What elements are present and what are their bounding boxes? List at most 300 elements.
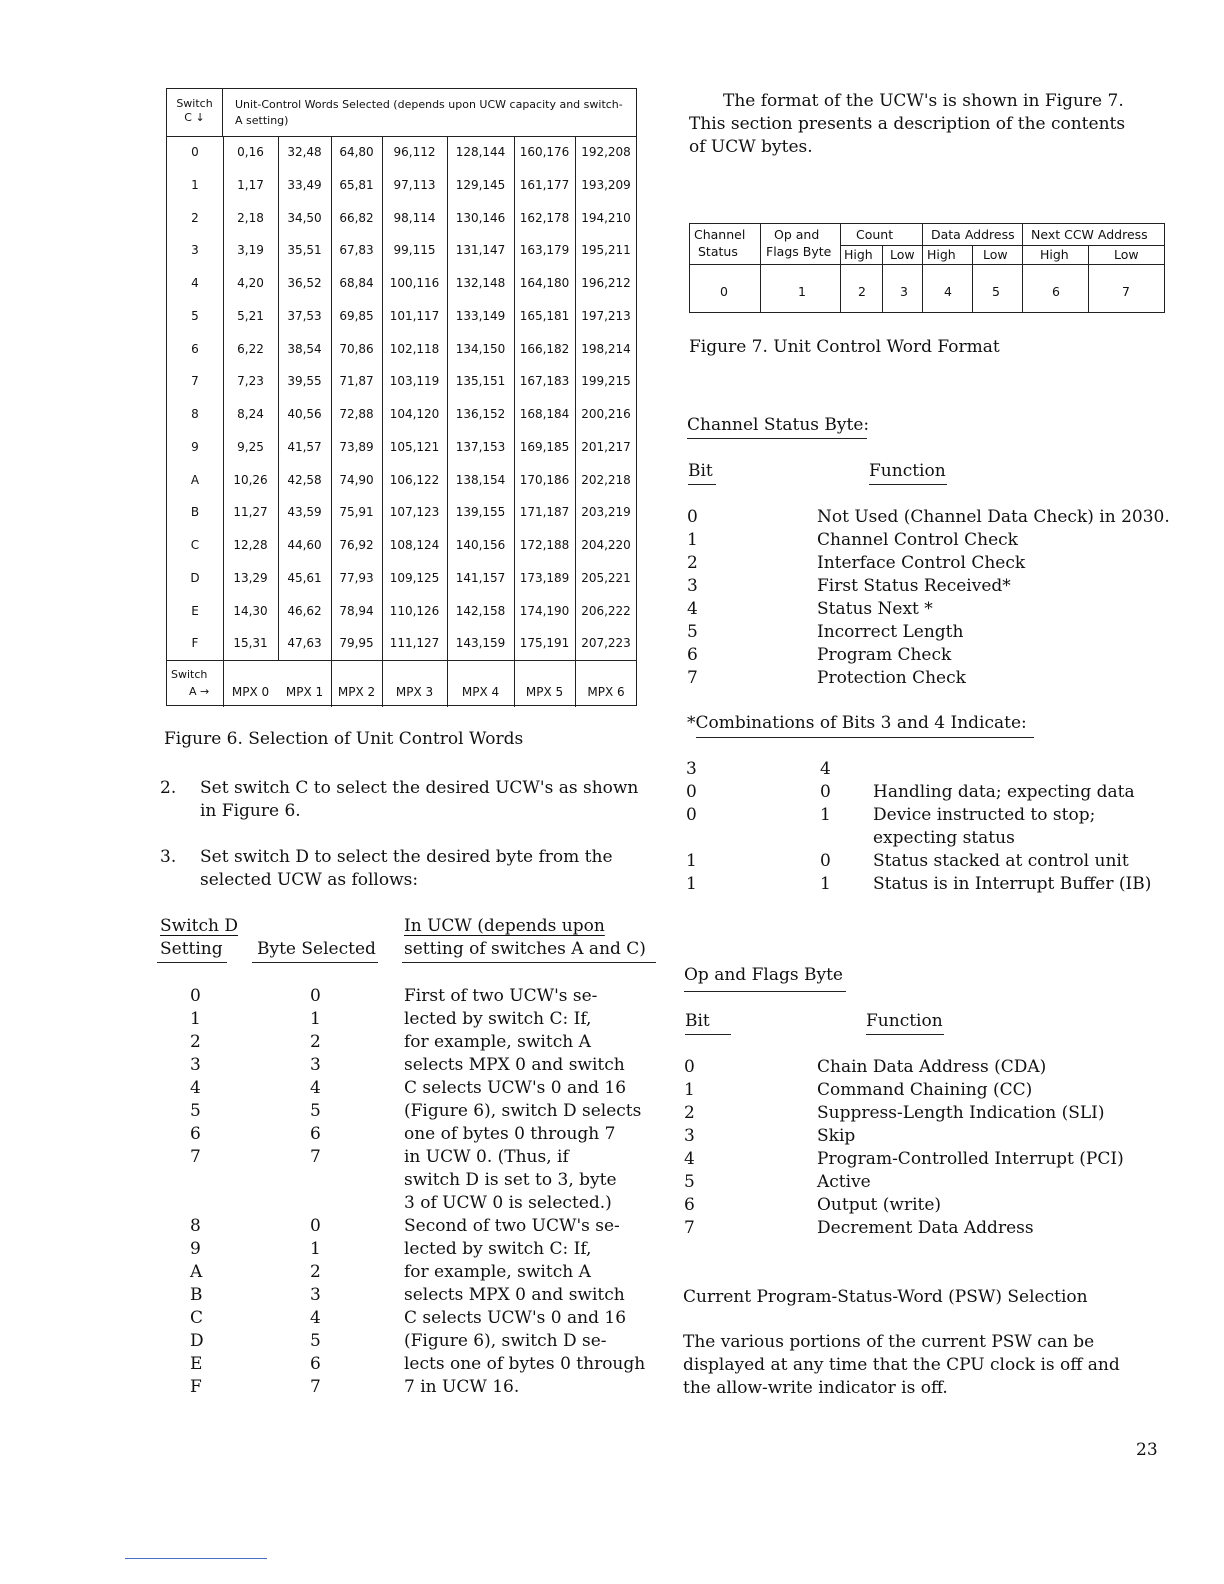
switch-c-value: 0 (191, 145, 199, 159)
ucw-pair-cell: 72,88 (339, 407, 374, 421)
opf-bit: 4 (684, 1149, 695, 1169)
in-ucw-header-line-1: In UCW (depends upon (404, 916, 605, 936)
switch-d-setting: E (190, 1354, 203, 1374)
data-low-label: Low (983, 247, 1008, 262)
ucw-pair-cell: 172,188 (519, 538, 570, 552)
ucw-pair-cell: 70,86 (339, 341, 374, 356)
switch-c-value: A (190, 472, 200, 487)
ucw-pair-cell: 109,125 (389, 570, 440, 585)
ucw-pair-cell: 97,113 (393, 177, 436, 192)
ucw-pair-cell: 12,28 (233, 538, 268, 552)
ucw-pair-cell: 66,82 (339, 210, 374, 225)
ucw-pair-cell: 174,190 (519, 603, 570, 618)
byte-selected-value: 5 (310, 1101, 321, 1121)
ucw-pair-cell: 40,56 (287, 407, 322, 421)
ucw-pair-cell: 101,117 (389, 308, 440, 323)
ucw-pair-cell: 13,29 (233, 570, 268, 585)
ucw-pair-cell: 161,177 (519, 177, 570, 192)
ucw-pair-cell: 192,208 (581, 145, 631, 159)
mpx-label: MPX 2 (337, 685, 376, 699)
opf-bit: 0 (684, 1057, 695, 1077)
ucw-description-line: one of bytes 0 through 7 (404, 1124, 616, 1144)
table-row (167, 136, 636, 169)
switch-c-value: C (190, 538, 200, 552)
byte-selected-header: Byte Selected (257, 939, 376, 959)
combo-meaning: Status is in Interrupt Buffer (IB) (873, 874, 1152, 894)
opf-bit: 1 (684, 1080, 695, 1100)
opf-function: Program-Controlled Interrupt (PCI) (817, 1149, 1124, 1169)
ucw-pair-cell: 37,53 (287, 308, 322, 323)
combo-bit3: 0 (686, 782, 697, 802)
byte-selected-value: 4 (310, 1078, 321, 1098)
ucw-pair-cell: 110,126 (389, 603, 440, 618)
combo-bit3: 1 (686, 851, 697, 871)
switch-d-header-line-1: Switch D (160, 916, 238, 936)
csb-bit: 5 (687, 622, 698, 642)
switch-d-setting: F (190, 1377, 202, 1397)
ucw-pair-cell: 141,157 (455, 570, 506, 585)
next-ccw-header: Next CCW Address (1031, 227, 1148, 242)
op-flags-title: Op and Flags Byte (684, 965, 843, 985)
step-2-number: 2. (160, 778, 177, 798)
mpx-label: MPX 0 (231, 685, 270, 699)
mpx-label: MPX 4 (461, 685, 500, 699)
op-flags-header-1: Op and (774, 227, 820, 242)
ucw-pair-cell: 74,90 (339, 472, 374, 487)
ucw-pair-cell: 46,62 (287, 603, 322, 618)
opf-function-header: Function (866, 1011, 943, 1031)
switch-c-label: Switch (176, 97, 213, 110)
byte-7: 7 (1122, 284, 1130, 299)
ucw-pair-cell: 69,85 (339, 308, 374, 323)
switch-c-value: 6 (191, 341, 199, 356)
ucw-description-line: C selects UCW's 0 and 16 (404, 1078, 627, 1098)
switch-c-value: D (190, 570, 200, 585)
ucw-pair-cell: 0,16 (237, 145, 264, 159)
ucw-pair-cell: 160,176 (519, 145, 570, 159)
ucw-pair-cell: 198,214 (581, 341, 631, 356)
ucw-pair-cell: 143,159 (455, 636, 506, 651)
switch-d-setting: 8 (190, 1216, 201, 1236)
ucw-pair-cell: 136,152 (455, 407, 506, 421)
ucw-pair-cell: 64,80 (339, 145, 374, 159)
ucw-header: Unit-Control Words Selected (depends upon UCW capacity and switch-A setting) (235, 98, 623, 127)
switch-c-value: E (191, 603, 199, 618)
ucw-pair-cell: 43,59 (287, 505, 322, 520)
ucw-pair-cell: 100,116 (389, 276, 440, 290)
switch-d-setting: 4 (190, 1078, 201, 1098)
ucw-pair-cell: 103,119 (389, 374, 440, 389)
table-row (167, 365, 636, 398)
mpx-label: MPX 6 (587, 685, 625, 699)
combo-bit4: 0 (820, 851, 831, 871)
opf-bit: 2 (684, 1103, 695, 1123)
switch-c-value: 5 (191, 308, 199, 323)
ucw-pair-cell: 15,31 (233, 636, 268, 651)
switch-c-value: 3 (191, 243, 199, 258)
byte-2: 2 (858, 284, 866, 299)
byte-selected-value: 1 (310, 1009, 321, 1029)
switch-d-header-line-2: Setting (160, 939, 223, 959)
table-row (167, 169, 636, 202)
ucw-pair-cell: 32,48 (287, 145, 322, 159)
ucw-pair-cell: 130,146 (455, 210, 506, 225)
switch-c-header (167, 89, 223, 136)
byte-selected-value: 0 (310, 986, 321, 1006)
ucw-pair-cell: 99,115 (393, 243, 436, 258)
byte-selected-value: 6 (310, 1124, 321, 1144)
ucw-pair-cell: 79,95 (339, 636, 374, 651)
ucw-pair-cell: 171,187 (519, 505, 570, 520)
switch-d-setting: C (190, 1308, 204, 1328)
mpx-label: MPX 1 (285, 685, 324, 699)
ucw-pair-cell: 140,156 (455, 538, 506, 552)
ucw-pair-cell: 165,181 (519, 308, 570, 323)
ucw-pair-cell: 170,186 (519, 472, 570, 487)
mpx-label: MPX 5 (525, 685, 564, 699)
ucw-pair-cell: 193,209 (581, 177, 631, 192)
byte-selected-value: 3 (310, 1285, 321, 1305)
byte-3: 3 (900, 284, 908, 299)
switch-d-setting: 1 (190, 1009, 201, 1029)
ucw-pair-cell: 47,63 (287, 636, 322, 651)
ucw-pair-cell: 163,179 (519, 243, 570, 258)
ucw-pair-cell: 104,120 (389, 407, 440, 421)
byte-1: 1 (798, 284, 806, 299)
figure-6-table (166, 88, 637, 706)
ucw-pair-cell: 139,155 (455, 505, 506, 520)
combo-bit3: 1 (686, 874, 697, 894)
data-address-header: Data Address (931, 227, 1015, 242)
opf-function: Chain Data Address (CDA) (817, 1057, 1047, 1077)
ucw-pair-cell: 105,121 (389, 439, 440, 454)
ucw-pair-cell: 75,91 (339, 505, 374, 520)
ucw-pair-cell: 77,93 (339, 570, 374, 585)
ucw-pair-cell: 194,210 (581, 210, 631, 225)
step-3-line-2: selected UCW as follows: (200, 870, 419, 890)
byte-selected-value: 2 (310, 1262, 321, 1282)
ucw-pair-cell: 11,27 (233, 505, 268, 520)
csb-bit: 4 (687, 599, 698, 619)
combo-bit4: 1 (820, 874, 831, 894)
combo-header-bit3: 3 (686, 759, 697, 779)
ucw-pair-cell: 42,58 (287, 472, 322, 487)
count-low-label: Low (890, 247, 915, 262)
page-number: 23 (1136, 1440, 1158, 1460)
switch-d-setting: 0 (190, 986, 201, 1006)
ucw-description-line: Second of two UCW's se- (404, 1216, 620, 1236)
csb-function: Protection Check (817, 668, 966, 688)
switch-c-value: 1 (191, 177, 199, 192)
ucw-description-line: lected by switch C: If, (404, 1009, 592, 1029)
ucw-pair-cell: 135,151 (455, 374, 506, 389)
opf-bit: 7 (684, 1218, 695, 1238)
ucw-pair-cell: 7,23 (237, 374, 264, 389)
ucw-description-line: for example, switch A (404, 1262, 591, 1282)
ucw-description-line: in UCW 0. (Thus, if (404, 1147, 569, 1167)
combo-meaning-cont: expecting status (873, 828, 1015, 848)
combo-meaning: Status stacked at control unit (873, 851, 1129, 871)
ucw-description-line: switch D is set to 3, byte (404, 1170, 617, 1190)
ucw-pair-cell: 162,178 (519, 210, 570, 225)
ucw-pair-cell: 175,191 (519, 636, 570, 651)
ucw-pair-cell: 3,19 (237, 243, 264, 258)
ucw-pair-cell: 173,189 (519, 570, 570, 585)
table-row (167, 595, 636, 628)
switch-d-setting: A (190, 1262, 203, 1282)
ucw-pair-cell: 4,20 (237, 276, 264, 290)
ucw-pair-cell: 164,180 (519, 276, 570, 290)
opf-bit-header: Bit (685, 1011, 710, 1031)
opf-function: Active (817, 1172, 871, 1192)
ucw-pair-cell: 169,185 (519, 439, 570, 454)
ucw-pair-cell: 199,215 (581, 374, 631, 389)
csb-function: Interface Control Check (817, 553, 1026, 573)
csb-function: Not Used (Channel Data Check) in 2030. (817, 507, 1170, 527)
ucw-pair-cell: 2,18 (237, 210, 264, 225)
intro-line-1: The format of the UCW's is shown in Figure 7. (723, 91, 1124, 111)
ucw-pair-cell: 102,118 (389, 341, 440, 356)
next-low-label: Low (1114, 247, 1139, 262)
ucw-pair-cell: 68,84 (339, 276, 374, 290)
switch-d-setting: 3 (190, 1055, 201, 1075)
step-2-line-1: Set switch C to select the desired UCW's as shown (200, 778, 639, 798)
switch-a-row (167, 660, 636, 708)
figure-6-header (167, 89, 636, 137)
switch-d-setting: 5 (190, 1101, 201, 1121)
op-flags-header-2: Flags Byte (766, 244, 832, 259)
ucw-pair-cell: 44,60 (287, 538, 322, 552)
opf-bit: 3 (684, 1126, 695, 1146)
figure-7-caption: Figure 7. Unit Control Word Format (689, 337, 1000, 357)
ucw-pair-cell: 76,92 (339, 538, 374, 552)
byte-selected-value: 5 (310, 1331, 321, 1351)
ucw-description-line: (Figure 6), switch D se- (404, 1331, 607, 1351)
next-high-label: High (1040, 247, 1069, 262)
csb-bit: 7 (687, 668, 698, 688)
ucw-description-line: lects one of bytes 0 through (404, 1354, 646, 1374)
ucw-pair-cell: 196,212 (581, 276, 631, 290)
table-row (167, 464, 636, 497)
switch-d-setting: 9 (190, 1239, 201, 1259)
ucw-pair-cell: 9,25 (237, 439, 264, 454)
data-high-label: High (927, 247, 956, 262)
opf-bit: 6 (684, 1195, 695, 1215)
table-row (167, 300, 636, 333)
ucw-pair-cell: 8,24 (237, 407, 264, 421)
csb-bit: 1 (687, 530, 698, 550)
ucw-pair-cell: 142,158 (455, 603, 506, 618)
csb-bit: 3 (687, 576, 698, 596)
ucw-pair-cell: 129,145 (455, 177, 506, 192)
step-3-number: 3. (160, 847, 177, 867)
ucw-pair-cell: 33,49 (287, 177, 322, 192)
csb-bit: 0 (687, 507, 698, 527)
ucw-pair-cell: 132,148 (455, 276, 506, 290)
csb-function: Status Next * (817, 599, 933, 619)
switch-c-arrow: C ↓ (184, 111, 205, 124)
psw-line-1: The various portions of the current PSW can be (683, 1332, 1095, 1352)
ucw-pair-cell: 36,52 (287, 276, 322, 290)
byte-5: 5 (992, 284, 1000, 299)
table-row (167, 529, 636, 562)
ucw-description-line: lected by switch C: If, (404, 1239, 592, 1259)
table-row (167, 496, 636, 529)
ucw-pair-cell: 134,150 (455, 341, 506, 356)
csb-bit-header: Bit (688, 461, 713, 481)
ucw-pair-cell: 137,153 (455, 439, 506, 454)
ucw-description-line: 7 in UCW 16. (404, 1377, 520, 1397)
ucw-pair-cell: 65,81 (339, 177, 374, 192)
byte-selected-value: 3 (310, 1055, 321, 1075)
ucw-pair-cell: 6,22 (237, 341, 264, 356)
figure-7-table (689, 223, 1165, 313)
combo-meaning: Handling data; expecting data (873, 782, 1135, 802)
psw-line-2: displayed at any time that the CPU clock is off and (683, 1355, 1120, 1375)
csb-function: Program Check (817, 645, 952, 665)
ucw-pair-cell: 106,122 (389, 472, 440, 487)
channel-status-title: Channel Status Byte: (687, 415, 870, 435)
ucw-pair-cell: 205,221 (581, 570, 631, 585)
switch-c-value: 8 (191, 407, 199, 421)
psw-title: Current Program-Status-Word (PSW) Selection (683, 1287, 1088, 1307)
combo-bit3: 0 (686, 805, 697, 825)
ucw-description-line: selects MPX 0 and switch (404, 1055, 625, 1075)
byte-selected-value: 2 (310, 1032, 321, 1052)
channel-status-header-2: Status (698, 244, 738, 259)
ucw-pair-cell: 204,220 (581, 538, 631, 552)
ucw-pair-cell: 138,154 (455, 472, 506, 487)
combo-bit4: 0 (820, 782, 831, 802)
step-2-line-2: in Figure 6. (200, 801, 301, 821)
switch-c-value: 4 (191, 276, 199, 290)
ucw-pair-cell: 133,149 (455, 308, 506, 323)
ucw-pair-cell: 203,219 (581, 505, 631, 520)
count-high-label: High (844, 247, 873, 262)
switch-a-arrow: A → (189, 685, 210, 698)
byte-selected-value: 0 (310, 1216, 321, 1236)
table-row (167, 398, 636, 431)
count-header: Count (856, 227, 894, 242)
intro-line-2: This section presents a description of the contents (689, 114, 1126, 134)
table-row (167, 267, 636, 300)
ucw-pair-cell: 41,57 (287, 439, 322, 454)
figure-6-body (167, 136, 636, 660)
table-row (167, 202, 636, 235)
switch-d-setting: 6 (190, 1124, 201, 1144)
ucw-pair-cell: 200,216 (581, 407, 631, 421)
ucw-pair-cell: 14,30 (233, 603, 268, 618)
step-3-line-1: Set switch D to select the desired byte from the (200, 847, 613, 867)
ucw-pair-cell: 131,147 (455, 243, 506, 258)
opf-function: Output (write) (817, 1195, 942, 1215)
ucw-pair-cell: 111,127 (389, 636, 440, 651)
switch-c-value: F (191, 636, 199, 651)
csb-function: Incorrect Length (817, 622, 964, 642)
ucw-pair-cell: 166,182 (519, 341, 570, 356)
csb-function: First Status Received* (817, 576, 1011, 596)
ucw-description-line: selects MPX 0 and switch (404, 1285, 625, 1305)
mpx-label: MPX 3 (395, 685, 434, 699)
ucw-pair-cell: 71,87 (339, 374, 374, 389)
csb-function: Channel Control Check (817, 530, 1018, 550)
byte-6: 6 (1052, 284, 1060, 299)
switch-d-setting: 7 (190, 1147, 201, 1167)
table-row (167, 234, 636, 267)
combination-title: *Combinations of Bits 3 and 4 Indicate: (687, 713, 1027, 733)
csb-bit: 2 (687, 553, 698, 573)
ucw-description-line: First of two UCW's se- (404, 986, 598, 1006)
ucw-pair-cell: 167,183 (519, 374, 570, 389)
channel-status-header-1: Channel (694, 227, 746, 242)
ucw-pair-cell: 10,26 (233, 472, 268, 487)
combo-meaning: Device instructed to stop; (873, 805, 1096, 825)
ucw-pair-cell: 197,213 (581, 308, 631, 323)
ucw-pair-cell: 39,55 (287, 374, 322, 389)
opf-function: Decrement Data Address (817, 1218, 1034, 1238)
byte-selected-value: 1 (310, 1239, 321, 1259)
ucw-pair-cell: 195,211 (581, 243, 631, 258)
ucw-pair-cell: 38,54 (287, 341, 322, 356)
byte-selected-value: 7 (310, 1377, 321, 1397)
table-row (167, 562, 636, 595)
csb-function-header: Function (869, 461, 946, 481)
byte-selected-value: 7 (310, 1147, 321, 1167)
ucw-description-line: (Figure 6), switch D selects (404, 1101, 642, 1121)
switch-c-value: B (190, 505, 200, 520)
switch-d-setting: B (190, 1285, 203, 1305)
combo-bit4: 1 (820, 805, 831, 825)
ucw-pair-cell: 96,112 (393, 145, 436, 159)
switch-c-value: 9 (191, 439, 199, 454)
in-ucw-header-line-2: setting of switches A and C) (404, 939, 646, 959)
ucw-pair-cell: 78,94 (339, 603, 374, 618)
ucw-pair-cell: 107,123 (389, 505, 440, 520)
ucw-pair-cell: 202,218 (581, 472, 631, 487)
opf-function: Skip (817, 1126, 856, 1146)
ucw-pair-cell: 168,184 (519, 407, 570, 421)
ucw-pair-cell: 34,50 (287, 210, 322, 225)
ucw-pair-cell: 45,61 (287, 570, 322, 585)
ucw-pair-cell: 98,114 (393, 210, 436, 225)
switch-a-label: Switch (171, 668, 208, 681)
combo-header-bit4: 4 (820, 759, 831, 779)
ucw-pair-cell: 35,51 (287, 243, 322, 258)
table-row (167, 333, 636, 366)
ucw-description-line: for example, switch A (404, 1032, 591, 1052)
byte-0: 0 (720, 284, 728, 299)
ucw-pair-cell: 128,144 (455, 145, 506, 159)
byte-selected-value: 4 (310, 1308, 321, 1328)
ucw-pair-cell: 1,17 (237, 177, 264, 192)
switch-d-setting: 2 (190, 1032, 201, 1052)
ucw-pair-cell: 206,222 (581, 603, 631, 618)
switch-c-value: 7 (191, 374, 199, 389)
opf-bit: 5 (684, 1172, 695, 1192)
csb-bit: 6 (687, 645, 698, 665)
byte-selected-value: 6 (310, 1354, 321, 1374)
ucw-description-line: C selects UCW's 0 and 16 (404, 1308, 627, 1328)
ucw-pair-cell: 67,83 (339, 243, 374, 258)
intro-line-3: of UCW bytes. (689, 137, 813, 157)
ucw-pair-cell: 108,124 (389, 538, 440, 552)
ucw-pair-cell: 73,89 (339, 439, 374, 454)
table-row (167, 431, 636, 464)
psw-line-3: the allow-write indicator is off. (683, 1378, 948, 1398)
byte-4: 4 (944, 284, 952, 299)
ucw-pair-cell: 207,223 (581, 636, 631, 651)
figure-6-caption: Figure 6. Selection of Unit Control Words (164, 729, 524, 749)
